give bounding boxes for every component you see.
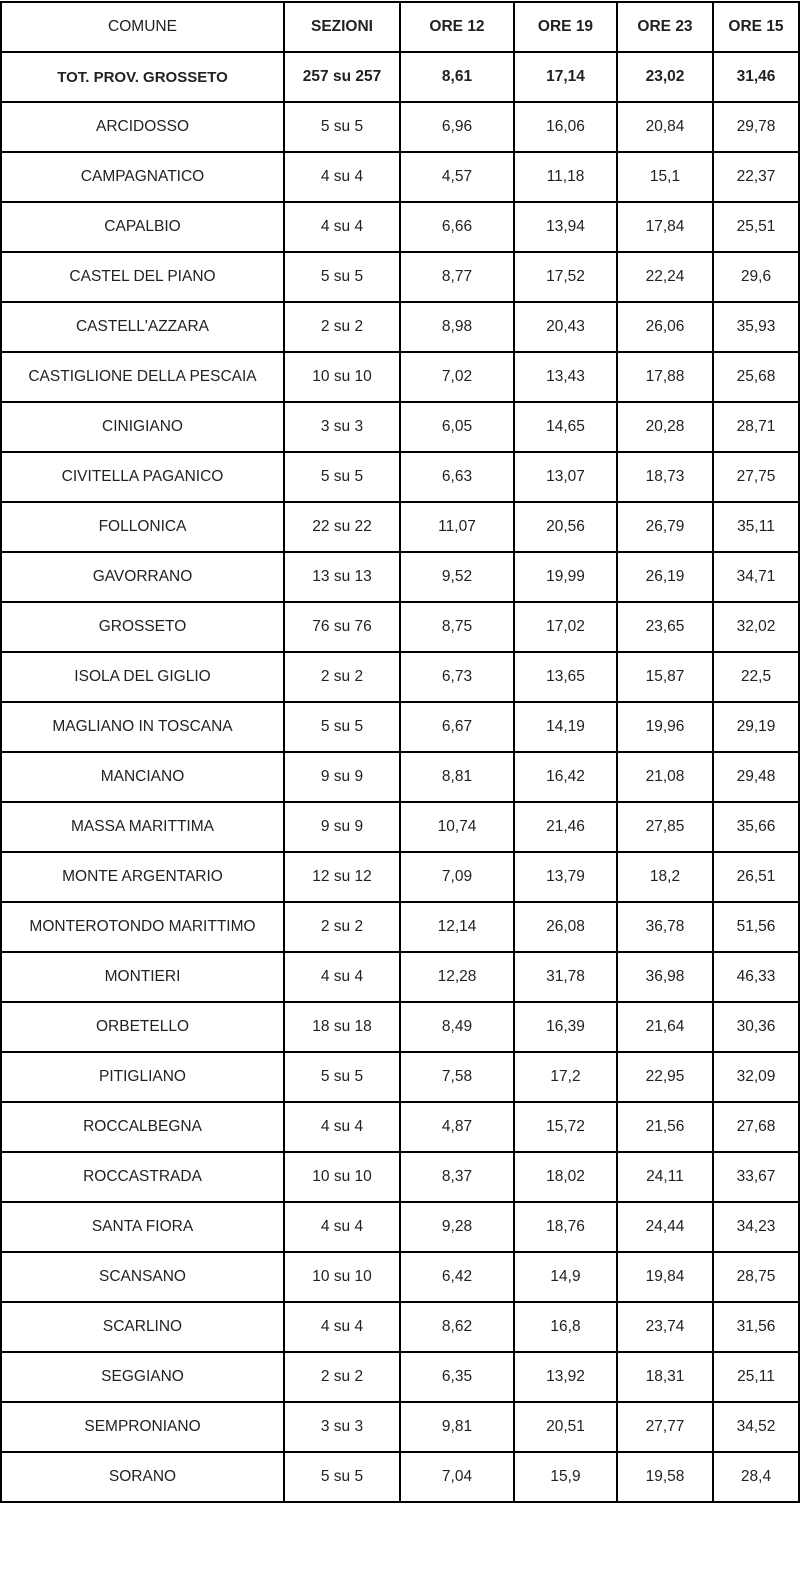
cell-ore12: 12,14 xyxy=(400,902,514,952)
total-row xyxy=(1,52,799,102)
cell-ore19: 18,76 xyxy=(514,1202,617,1252)
cell-ore23: 18,73 xyxy=(617,452,713,502)
cell-ore19: 20,43 xyxy=(514,302,617,352)
cell-ore23: 19,96 xyxy=(617,702,713,752)
cell-ore23: 19,58 xyxy=(617,1452,713,1502)
table-row xyxy=(1,252,799,302)
header-ore15: ORE 15 xyxy=(713,2,799,52)
table-row xyxy=(1,1352,799,1402)
cell-ore19: 31,78 xyxy=(514,952,617,1002)
table-row xyxy=(1,552,799,602)
cell-ore23: 21,64 xyxy=(617,1002,713,1052)
turnout-table xyxy=(0,1,800,1503)
cell-ore23: 19,84 xyxy=(617,1252,713,1302)
cell-sezioni: 5 su 5 xyxy=(284,1052,400,1102)
table-body xyxy=(1,52,799,1502)
cell-ore23: 21,08 xyxy=(617,752,713,802)
cell-ore15: 29,48 xyxy=(713,752,799,802)
cell-ore23: 23,74 xyxy=(617,1302,713,1352)
cell-ore15: 29,6 xyxy=(713,252,799,302)
cell-ore19: 15,72 xyxy=(514,1102,617,1152)
cell-sezioni: 10 su 10 xyxy=(284,1252,400,1302)
cell-comune: CINIGIANO xyxy=(1,402,284,452)
table-row xyxy=(1,452,799,502)
cell-comune: MAGLIANO IN TOSCANA xyxy=(1,702,284,752)
cell-ore15: 28,4 xyxy=(713,1452,799,1502)
cell-ore15: 32,09 xyxy=(713,1052,799,1102)
cell-ore12: 6,42 xyxy=(400,1252,514,1302)
table-row xyxy=(1,1252,799,1302)
cell-ore12: 6,67 xyxy=(400,702,514,752)
cell-comune: CASTEL DEL PIANO xyxy=(1,252,284,302)
cell-comune: PITIGLIANO xyxy=(1,1052,284,1102)
cell-comune: MANCIANO xyxy=(1,752,284,802)
table-row xyxy=(1,152,799,202)
cell-ore12: 9,28 xyxy=(400,1202,514,1252)
cell-comune: GAVORRANO xyxy=(1,552,284,602)
cell-ore19: 19,99 xyxy=(514,552,617,602)
cell-comune: MONTEROTONDO MARITTIMO xyxy=(1,902,284,952)
cell-ore23: 26,19 xyxy=(617,552,713,602)
cell-sezioni: 13 su 13 xyxy=(284,552,400,602)
cell-ore23: 20,84 xyxy=(617,102,713,152)
cell-ore19: 13,92 xyxy=(514,1352,617,1402)
cell-ore12: 6,05 xyxy=(400,402,514,452)
cell-sezioni: 9 su 9 xyxy=(284,752,400,802)
cell-sezioni: 4 su 4 xyxy=(284,1102,400,1152)
cell-ore19: 17,52 xyxy=(514,252,617,302)
cell-ore15: 26,51 xyxy=(713,852,799,902)
cell-ore12: 6,73 xyxy=(400,652,514,702)
cell-ore12: 8,75 xyxy=(400,602,514,652)
cell-ore15: 29,78 xyxy=(713,102,799,152)
cell-sezioni: 4 su 4 xyxy=(284,1302,400,1352)
cell-ore23: 22,95 xyxy=(617,1052,713,1102)
cell-sezioni: 4 su 4 xyxy=(284,1202,400,1252)
cell-comune: CASTELL'AZZARA xyxy=(1,302,284,352)
table-row xyxy=(1,302,799,352)
cell-ore19: 18,02 xyxy=(514,1152,617,1202)
total-ore23: 23,02 xyxy=(617,52,713,102)
cell-ore15: 34,52 xyxy=(713,1402,799,1452)
cell-ore12: 6,63 xyxy=(400,452,514,502)
cell-ore23: 21,56 xyxy=(617,1102,713,1152)
cell-comune: CAPALBIO xyxy=(1,202,284,252)
cell-ore12: 7,58 xyxy=(400,1052,514,1102)
cell-sezioni: 5 su 5 xyxy=(284,252,400,302)
cell-ore15: 22,5 xyxy=(713,652,799,702)
table-row xyxy=(1,1002,799,1052)
cell-sezioni: 12 su 12 xyxy=(284,852,400,902)
table-row xyxy=(1,1402,799,1452)
cell-ore19: 16,8 xyxy=(514,1302,617,1352)
table-row xyxy=(1,1152,799,1202)
table-row xyxy=(1,952,799,1002)
cell-comune: SCANSANO xyxy=(1,1252,284,1302)
cell-sezioni: 4 su 4 xyxy=(284,152,400,202)
cell-sezioni: 4 su 4 xyxy=(284,202,400,252)
cell-ore23: 27,85 xyxy=(617,802,713,852)
cell-ore19: 13,07 xyxy=(514,452,617,502)
cell-ore15: 28,71 xyxy=(713,402,799,452)
table-row xyxy=(1,852,799,902)
table-row xyxy=(1,202,799,252)
table-row xyxy=(1,102,799,152)
cell-ore23: 22,24 xyxy=(617,252,713,302)
cell-ore12: 9,52 xyxy=(400,552,514,602)
cell-ore23: 23,65 xyxy=(617,602,713,652)
cell-ore15: 34,71 xyxy=(713,552,799,602)
table-row xyxy=(1,802,799,852)
cell-ore15: 32,02 xyxy=(713,602,799,652)
cell-sezioni: 2 su 2 xyxy=(284,902,400,952)
cell-sezioni: 76 su 76 xyxy=(284,602,400,652)
cell-ore23: 27,77 xyxy=(617,1402,713,1452)
cell-ore23: 24,11 xyxy=(617,1152,713,1202)
header-ore12: ORE 12 xyxy=(400,2,514,52)
table-row xyxy=(1,902,799,952)
cell-comune: SANTA FIORA xyxy=(1,1202,284,1252)
cell-ore15: 46,33 xyxy=(713,952,799,1002)
cell-ore12: 8,77 xyxy=(400,252,514,302)
cell-comune: GROSSETO xyxy=(1,602,284,652)
cell-ore12: 4,57 xyxy=(400,152,514,202)
cell-ore23: 17,84 xyxy=(617,202,713,252)
header-comune: COMUNE xyxy=(1,2,284,52)
cell-ore19: 16,39 xyxy=(514,1002,617,1052)
cell-comune: MASSA MARITTIMA xyxy=(1,802,284,852)
table-row xyxy=(1,1202,799,1252)
cell-ore19: 14,19 xyxy=(514,702,617,752)
cell-ore12: 11,07 xyxy=(400,502,514,552)
cell-ore15: 34,23 xyxy=(713,1202,799,1252)
cell-comune: FOLLONICA xyxy=(1,502,284,552)
cell-ore23: 18,31 xyxy=(617,1352,713,1402)
cell-ore23: 18,2 xyxy=(617,852,713,902)
cell-ore19: 21,46 xyxy=(514,802,617,852)
cell-ore19: 13,65 xyxy=(514,652,617,702)
cell-ore23: 26,06 xyxy=(617,302,713,352)
cell-sezioni: 5 su 5 xyxy=(284,702,400,752)
cell-comune: MONTE ARGENTARIO xyxy=(1,852,284,902)
total-sezioni: 257 su 257 xyxy=(284,52,400,102)
cell-ore19: 13,94 xyxy=(514,202,617,252)
cell-comune: ROCCASTRADA xyxy=(1,1152,284,1202)
cell-ore23: 20,28 xyxy=(617,402,713,452)
header-sezioni: SEZIONI xyxy=(284,2,400,52)
cell-ore19: 26,08 xyxy=(514,902,617,952)
cell-ore12: 8,98 xyxy=(400,302,514,352)
cell-sezioni: 18 su 18 xyxy=(284,1002,400,1052)
cell-ore15: 27,68 xyxy=(713,1102,799,1152)
cell-ore23: 24,44 xyxy=(617,1202,713,1252)
cell-comune: CASTIGLIONE DELLA PESCAIA xyxy=(1,352,284,402)
cell-comune: CAMPAGNATICO xyxy=(1,152,284,202)
cell-ore15: 28,75 xyxy=(713,1252,799,1302)
cell-ore15: 22,37 xyxy=(713,152,799,202)
table-row xyxy=(1,602,799,652)
table-row xyxy=(1,402,799,452)
cell-ore12: 7,02 xyxy=(400,352,514,402)
cell-ore15: 27,75 xyxy=(713,452,799,502)
cell-ore15: 25,51 xyxy=(713,202,799,252)
cell-comune: SCARLINO xyxy=(1,1302,284,1352)
cell-ore19: 16,06 xyxy=(514,102,617,152)
cell-ore12: 7,09 xyxy=(400,852,514,902)
cell-ore15: 29,19 xyxy=(713,702,799,752)
cell-comune: ROCCALBEGNA xyxy=(1,1102,284,1152)
cell-ore19: 20,51 xyxy=(514,1402,617,1452)
cell-sezioni: 5 su 5 xyxy=(284,1452,400,1502)
cell-ore19: 17,2 xyxy=(514,1052,617,1102)
cell-sezioni: 2 su 2 xyxy=(284,652,400,702)
cell-comune: CIVITELLA PAGANICO xyxy=(1,452,284,502)
cell-ore19: 14,9 xyxy=(514,1252,617,1302)
cell-ore12: 8,81 xyxy=(400,752,514,802)
cell-comune: SEGGIANO xyxy=(1,1352,284,1402)
cell-ore15: 35,93 xyxy=(713,302,799,352)
table-row xyxy=(1,652,799,702)
cell-ore19: 20,56 xyxy=(514,502,617,552)
header-row xyxy=(1,2,799,52)
cell-sezioni: 22 su 22 xyxy=(284,502,400,552)
cell-ore19: 17,02 xyxy=(514,602,617,652)
cell-ore23: 36,78 xyxy=(617,902,713,952)
cell-sezioni: 4 su 4 xyxy=(284,952,400,1002)
cell-ore19: 15,9 xyxy=(514,1452,617,1502)
cell-ore19: 13,43 xyxy=(514,352,617,402)
table-row xyxy=(1,702,799,752)
table-row xyxy=(1,352,799,402)
cell-ore12: 8,37 xyxy=(400,1152,514,1202)
cell-sezioni: 10 su 10 xyxy=(284,1152,400,1202)
cell-ore15: 30,36 xyxy=(713,1002,799,1052)
cell-sezioni: 2 su 2 xyxy=(284,1352,400,1402)
cell-ore12: 6,35 xyxy=(400,1352,514,1402)
table-row xyxy=(1,1052,799,1102)
cell-ore23: 36,98 xyxy=(617,952,713,1002)
cell-ore19: 16,42 xyxy=(514,752,617,802)
cell-sezioni: 3 su 3 xyxy=(284,402,400,452)
cell-sezioni: 9 su 9 xyxy=(284,802,400,852)
cell-ore23: 26,79 xyxy=(617,502,713,552)
total-ore12: 8,61 xyxy=(400,52,514,102)
cell-ore15: 35,11 xyxy=(713,502,799,552)
cell-ore23: 15,87 xyxy=(617,652,713,702)
cell-ore12: 8,62 xyxy=(400,1302,514,1352)
cell-comune: MONTIERI xyxy=(1,952,284,1002)
cell-ore12: 10,74 xyxy=(400,802,514,852)
cell-ore15: 31,56 xyxy=(713,1302,799,1352)
cell-ore23: 17,88 xyxy=(617,352,713,402)
header-ore23: ORE 23 xyxy=(617,2,713,52)
cell-comune: SEMPRONIANO xyxy=(1,1402,284,1452)
cell-ore23: 15,1 xyxy=(617,152,713,202)
cell-ore19: 13,79 xyxy=(514,852,617,902)
table-row xyxy=(1,502,799,552)
total-ore19: 17,14 xyxy=(514,52,617,102)
cell-ore19: 14,65 xyxy=(514,402,617,452)
cell-ore15: 25,68 xyxy=(713,352,799,402)
cell-sezioni: 10 su 10 xyxy=(284,352,400,402)
table-row xyxy=(1,1102,799,1152)
cell-sezioni: 5 su 5 xyxy=(284,102,400,152)
cell-comune: ORBETELLO xyxy=(1,1002,284,1052)
cell-ore15: 35,66 xyxy=(713,802,799,852)
table-row xyxy=(1,1302,799,1352)
cell-comune: ISOLA DEL GIGLIO xyxy=(1,652,284,702)
cell-ore15: 25,11 xyxy=(713,1352,799,1402)
cell-ore19: 11,18 xyxy=(514,152,617,202)
total-ore15: 31,46 xyxy=(713,52,799,102)
cell-ore15: 51,56 xyxy=(713,902,799,952)
cell-sezioni: 2 su 2 xyxy=(284,302,400,352)
total-comune: TOT. PROV. GROSSETO xyxy=(1,52,284,102)
cell-ore12: 4,87 xyxy=(400,1102,514,1152)
cell-ore12: 6,66 xyxy=(400,202,514,252)
table-row xyxy=(1,752,799,802)
cell-ore12: 12,28 xyxy=(400,952,514,1002)
cell-ore12: 8,49 xyxy=(400,1002,514,1052)
cell-sezioni: 5 su 5 xyxy=(284,452,400,502)
cell-ore12: 9,81 xyxy=(400,1402,514,1452)
cell-ore15: 33,67 xyxy=(713,1152,799,1202)
header-ore19: ORE 19 xyxy=(514,2,617,52)
cell-comune: ARCIDOSSO xyxy=(1,102,284,152)
cell-sezioni: 3 su 3 xyxy=(284,1402,400,1452)
cell-ore12: 6,96 xyxy=(400,102,514,152)
cell-ore12: 7,04 xyxy=(400,1452,514,1502)
table-row xyxy=(1,1452,799,1502)
cell-comune: SORANO xyxy=(1,1452,284,1502)
